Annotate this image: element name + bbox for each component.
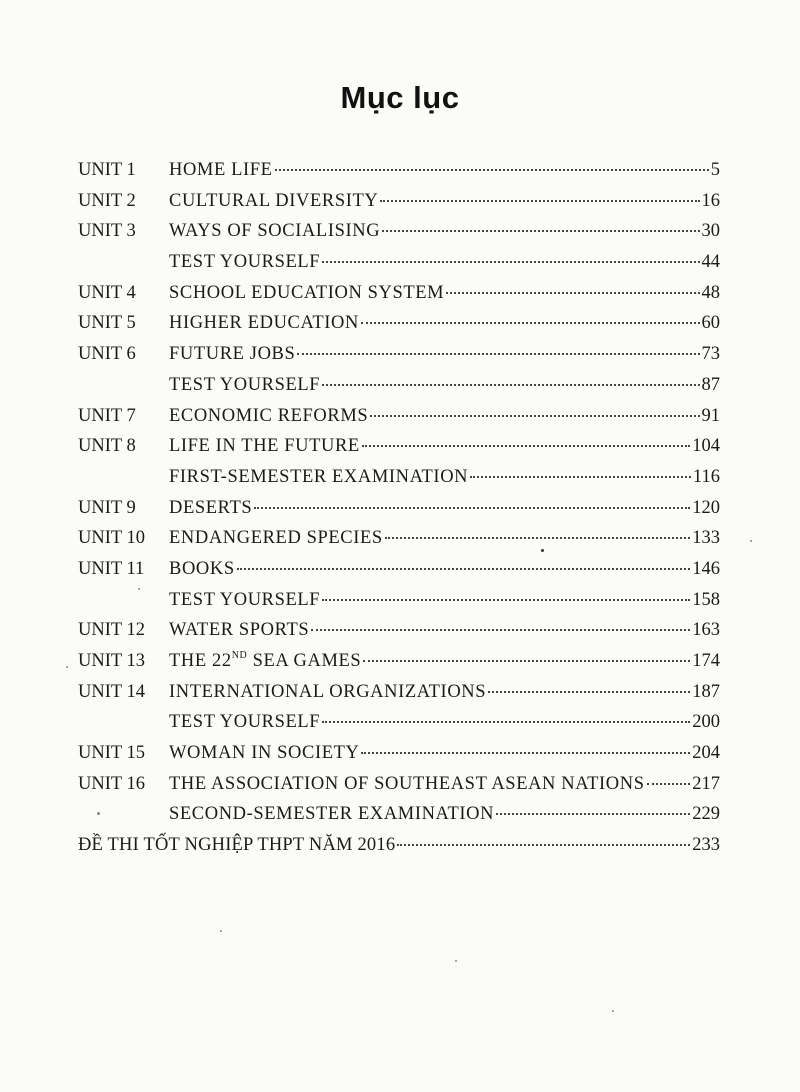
page-number: 44 [701, 252, 720, 273]
page-number: 91 [701, 405, 720, 426]
entry-title: TEST YOURSELF [169, 589, 321, 610]
page-number: 104 [692, 436, 720, 457]
unit-label: UNIT 7 [78, 405, 136, 426]
toc-entry[interactable] [78, 585, 720, 616]
toc-entry[interactable] [78, 278, 720, 309]
toc-entry[interactable] [78, 216, 720, 247]
dot-leader [311, 629, 690, 631]
dot-leader [470, 476, 691, 478]
dot-leader [361, 752, 690, 754]
dot-leader [254, 507, 690, 509]
page-number: 187 [692, 681, 720, 702]
dot-leader [362, 445, 690, 447]
entry-title: HIGHER EDUCATION [169, 313, 359, 334]
toc-entry[interactable] [78, 615, 720, 646]
entry-title: THE ASSOCIATION OF SOUTHEAST ASEAN NATIONS [169, 773, 645, 794]
toc-entry[interactable] [78, 523, 720, 554]
dot-leader [382, 230, 699, 232]
unit-label: UNIT 5 [78, 313, 136, 334]
page-number: 30 [701, 221, 720, 242]
entry-title: ĐỀ THI TỐT NGHIỆP THPT NĂM 2016 [78, 835, 396, 856]
dot-leader [370, 415, 699, 417]
toc-entry[interactable] [78, 401, 720, 432]
dot-leader [322, 599, 690, 601]
toc-entry[interactable] [78, 370, 720, 401]
dot-leader [380, 200, 699, 202]
toc-entry[interactable] [78, 493, 720, 524]
entry-title: WATER SPORTS [169, 620, 310, 641]
unit-label: UNIT 15 [78, 743, 145, 764]
paper-speck [750, 540, 752, 542]
entry-title: WOMAN IN SOCIETY [169, 743, 360, 764]
unit-label: UNIT 3 [78, 221, 136, 242]
page-number: 5 [710, 160, 720, 180]
entry-title: ECONOMIC REFORMS [169, 405, 369, 426]
dot-leader [385, 537, 690, 539]
dot-leader [275, 169, 709, 171]
page-number: 16 [701, 190, 720, 211]
entry-title: INTERNATIONAL ORGANIZATIONS [169, 681, 487, 702]
entry-title: TEST YOURSELF [169, 374, 321, 395]
entry-title: SCHOOL EDUCATION SYSTEM [169, 282, 445, 303]
unit-label: UNIT 8 [78, 436, 136, 457]
toc-entry[interactable] [78, 339, 720, 370]
toc-entry[interactable] [78, 677, 720, 708]
page-title: Mục lục [340, 80, 460, 115]
page-number: 200 [692, 712, 720, 733]
page-number: 116 [692, 466, 720, 487]
dot-leader [488, 691, 690, 693]
toc-entry[interactable] [78, 155, 720, 186]
page-number: 163 [692, 620, 720, 641]
paper-speck [612, 1010, 614, 1012]
paper-speck [455, 960, 457, 962]
entry-title: LIFE IN THE FUTURE [169, 436, 360, 457]
dot-leader [446, 292, 699, 294]
page-number: 133 [692, 528, 720, 549]
toc-entry[interactable] [78, 769, 720, 800]
dot-leader [297, 353, 699, 355]
unit-label: UNIT 1 [78, 160, 136, 180]
toc-entry[interactable] [78, 554, 720, 585]
unit-label: UNIT 14 [78, 681, 145, 702]
table-of-contents [78, 155, 720, 861]
toc-entry[interactable] [78, 646, 720, 677]
unit-label: UNIT 9 [78, 497, 136, 518]
page-number: 87 [701, 374, 720, 395]
dot-leader [397, 844, 690, 846]
unit-label: UNIT 12 [78, 620, 145, 641]
page-number: 217 [692, 773, 720, 794]
entry-title: ENDANGERED SPECIES [169, 528, 383, 549]
entry-title: TEST YOURSELF [169, 252, 321, 273]
toc-entry[interactable] [78, 707, 720, 738]
entry-title: DESERTS [169, 497, 253, 518]
dot-leader [322, 721, 690, 723]
dot-leader [361, 322, 700, 324]
dot-leader [647, 783, 691, 785]
paper-speck [138, 588, 140, 590]
toc-entry[interactable] [78, 247, 720, 278]
page-number: 48 [701, 282, 720, 303]
paper-speck [66, 666, 68, 668]
dot-leader [237, 568, 691, 570]
unit-label: UNIT 2 [78, 190, 136, 211]
page-number: 146 [692, 558, 720, 579]
dot-leader [363, 660, 690, 662]
page-number: 233 [692, 835, 720, 856]
page-number: 204 [692, 743, 720, 764]
toc-entry-final[interactable] [78, 830, 720, 861]
entry-title: SECOND-SEMESTER EXAMINATION [169, 804, 495, 825]
toc-entry[interactable] [78, 799, 720, 830]
ordinal-suffix: ND [231, 649, 248, 661]
unit-label: UNIT 4 [78, 282, 136, 303]
unit-label: UNIT 11 [78, 558, 145, 579]
entry-title: HOME LIFE [169, 160, 273, 180]
unit-label: UNIT 13 [78, 651, 145, 671]
entry-title-rest: SEA GAMES [247, 651, 362, 671]
dot-leader [322, 261, 699, 263]
toc-entry[interactable] [78, 462, 720, 493]
unit-label: UNIT 10 [78, 528, 145, 549]
entry-title: WAYS OF SOCIALISING [169, 221, 381, 242]
page-number: 120 [692, 497, 720, 518]
toc-entry[interactable] [78, 738, 720, 769]
page-number: 158 [692, 589, 720, 610]
toc-entry[interactable] [78, 186, 720, 217]
entry-title-main: THE 22 [169, 651, 232, 671]
dot-leader [496, 813, 690, 815]
toc-entry[interactable] [78, 431, 720, 462]
page-number: 229 [692, 804, 720, 825]
entry-title: TEST YOURSELF [169, 712, 321, 733]
entry-title: FUTURE JOBS [169, 344, 296, 365]
dot-leader [322, 384, 699, 386]
unit-label: UNIT 6 [78, 344, 136, 365]
paper-speck [97, 812, 100, 815]
entry-title: BOOKS [169, 558, 235, 579]
paper-speck [220, 930, 222, 932]
unit-label: UNIT 16 [78, 773, 145, 794]
page-number: 73 [701, 344, 720, 365]
toc-entry[interactable] [78, 308, 720, 339]
page-number: 60 [701, 313, 720, 334]
entry-title: FIRST-SEMESTER EXAMINATION [169, 466, 469, 487]
paper-speck [541, 549, 544, 552]
entry-title [169, 646, 361, 677]
entry-title: CULTURAL DIVERSITY [169, 190, 379, 211]
page-number: 174 [692, 651, 720, 671]
